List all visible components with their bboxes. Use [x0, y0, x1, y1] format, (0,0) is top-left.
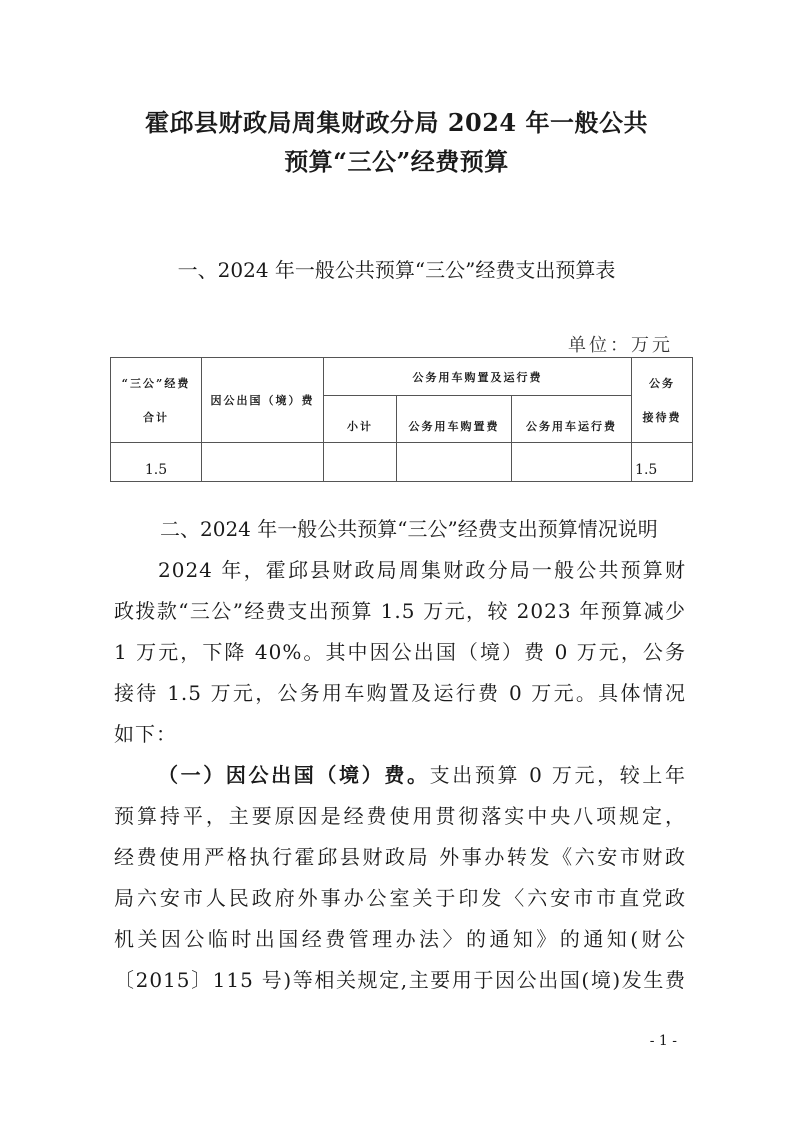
paragraph-summary [114, 550, 686, 755]
header-reception [632, 358, 693, 443]
cell-overseas [202, 443, 324, 482]
paragraph-line: 机关因公临时出国经费管理办法〉的通知》的通知(财公 [114, 927, 686, 951]
cell-vehicle-operation [512, 443, 632, 482]
unit-label: 单位：万元 [568, 335, 673, 356]
paragraph-line [114, 755, 686, 796]
header-total-line2: 合计 [143, 411, 169, 424]
paragraph-line: 〔2015〕115 号)等相关规定,主要用于因公出国(境)发生费 [114, 968, 686, 992]
header-total-line1: “三公”经费 [121, 377, 191, 390]
document-title-line2: 预算“三公”经费预算 [284, 147, 509, 176]
paragraph-line: 政拨款“三公”经费支出预算 1.5 万元，较 2023 年预算减少 [114, 599, 686, 623]
header-vehicle-purchase: 公务用车购置费 [397, 396, 512, 443]
header-reception-line2: 接待费 [642, 411, 682, 424]
subsection1-heading: （一）因公出国（境）费。 [158, 763, 430, 787]
section1-heading: 一、2024 年一般公共预算“三公”经费支出预算表 [177, 258, 616, 282]
header-vehicle-group: 公务用车购置及运行费 [324, 358, 632, 396]
paragraph-line: 2024 年，霍邱县财政局周集财政分局一般公共预算财 [158, 558, 686, 582]
page-number: - 1 - [649, 1033, 677, 1049]
table-header-row [111, 358, 693, 396]
header-reception-line1: 公务 [649, 377, 676, 390]
budget-table [110, 357, 693, 482]
table-row [111, 443, 693, 482]
paragraph-text: 支出预算 0 万元，较上年 [429, 763, 686, 787]
cell-total: 1.5 [111, 443, 202, 482]
paragraph-overseas [114, 755, 686, 1001]
paragraph-line: 接待 1.5 万元，公务用车购置及运行费 0 万元。具体情况 [114, 681, 686, 705]
cell-reception: 1.5 [632, 443, 693, 482]
document-title-line1: 霍邱县财政局周集财政分局 2024 年一般公共 [144, 108, 648, 137]
paragraph-line: 局六安市人民政府外事办公室关于印发〈六安市市直党政 [114, 886, 686, 910]
section2-heading: 二、2024 年一般公共预算“三公”经费支出预算情况说明 [160, 517, 658, 541]
paragraph-line: 经费使用严格执行霍邱县财政局 外事办转发《六安市财政 [114, 845, 686, 869]
header-vehicle-subtotal: 小计 [324, 396, 397, 443]
header-total [111, 358, 202, 443]
paragraph-line: 预算持平，主要原因是经费使用贯彻落实中央八项规定， [114, 804, 686, 828]
paragraph-line: 1 万元，下降 40%。其中因公出国（境）费 0 万元，公务 [114, 640, 686, 664]
header-vehicle-operation: 公务用车运行费 [512, 396, 632, 443]
paragraph-line: 如下： [114, 722, 177, 746]
cell-vehicle-purchase [397, 443, 512, 482]
cell-vehicle-subtotal [324, 443, 397, 482]
header-overseas: 因公出国（境）费 [202, 358, 324, 443]
